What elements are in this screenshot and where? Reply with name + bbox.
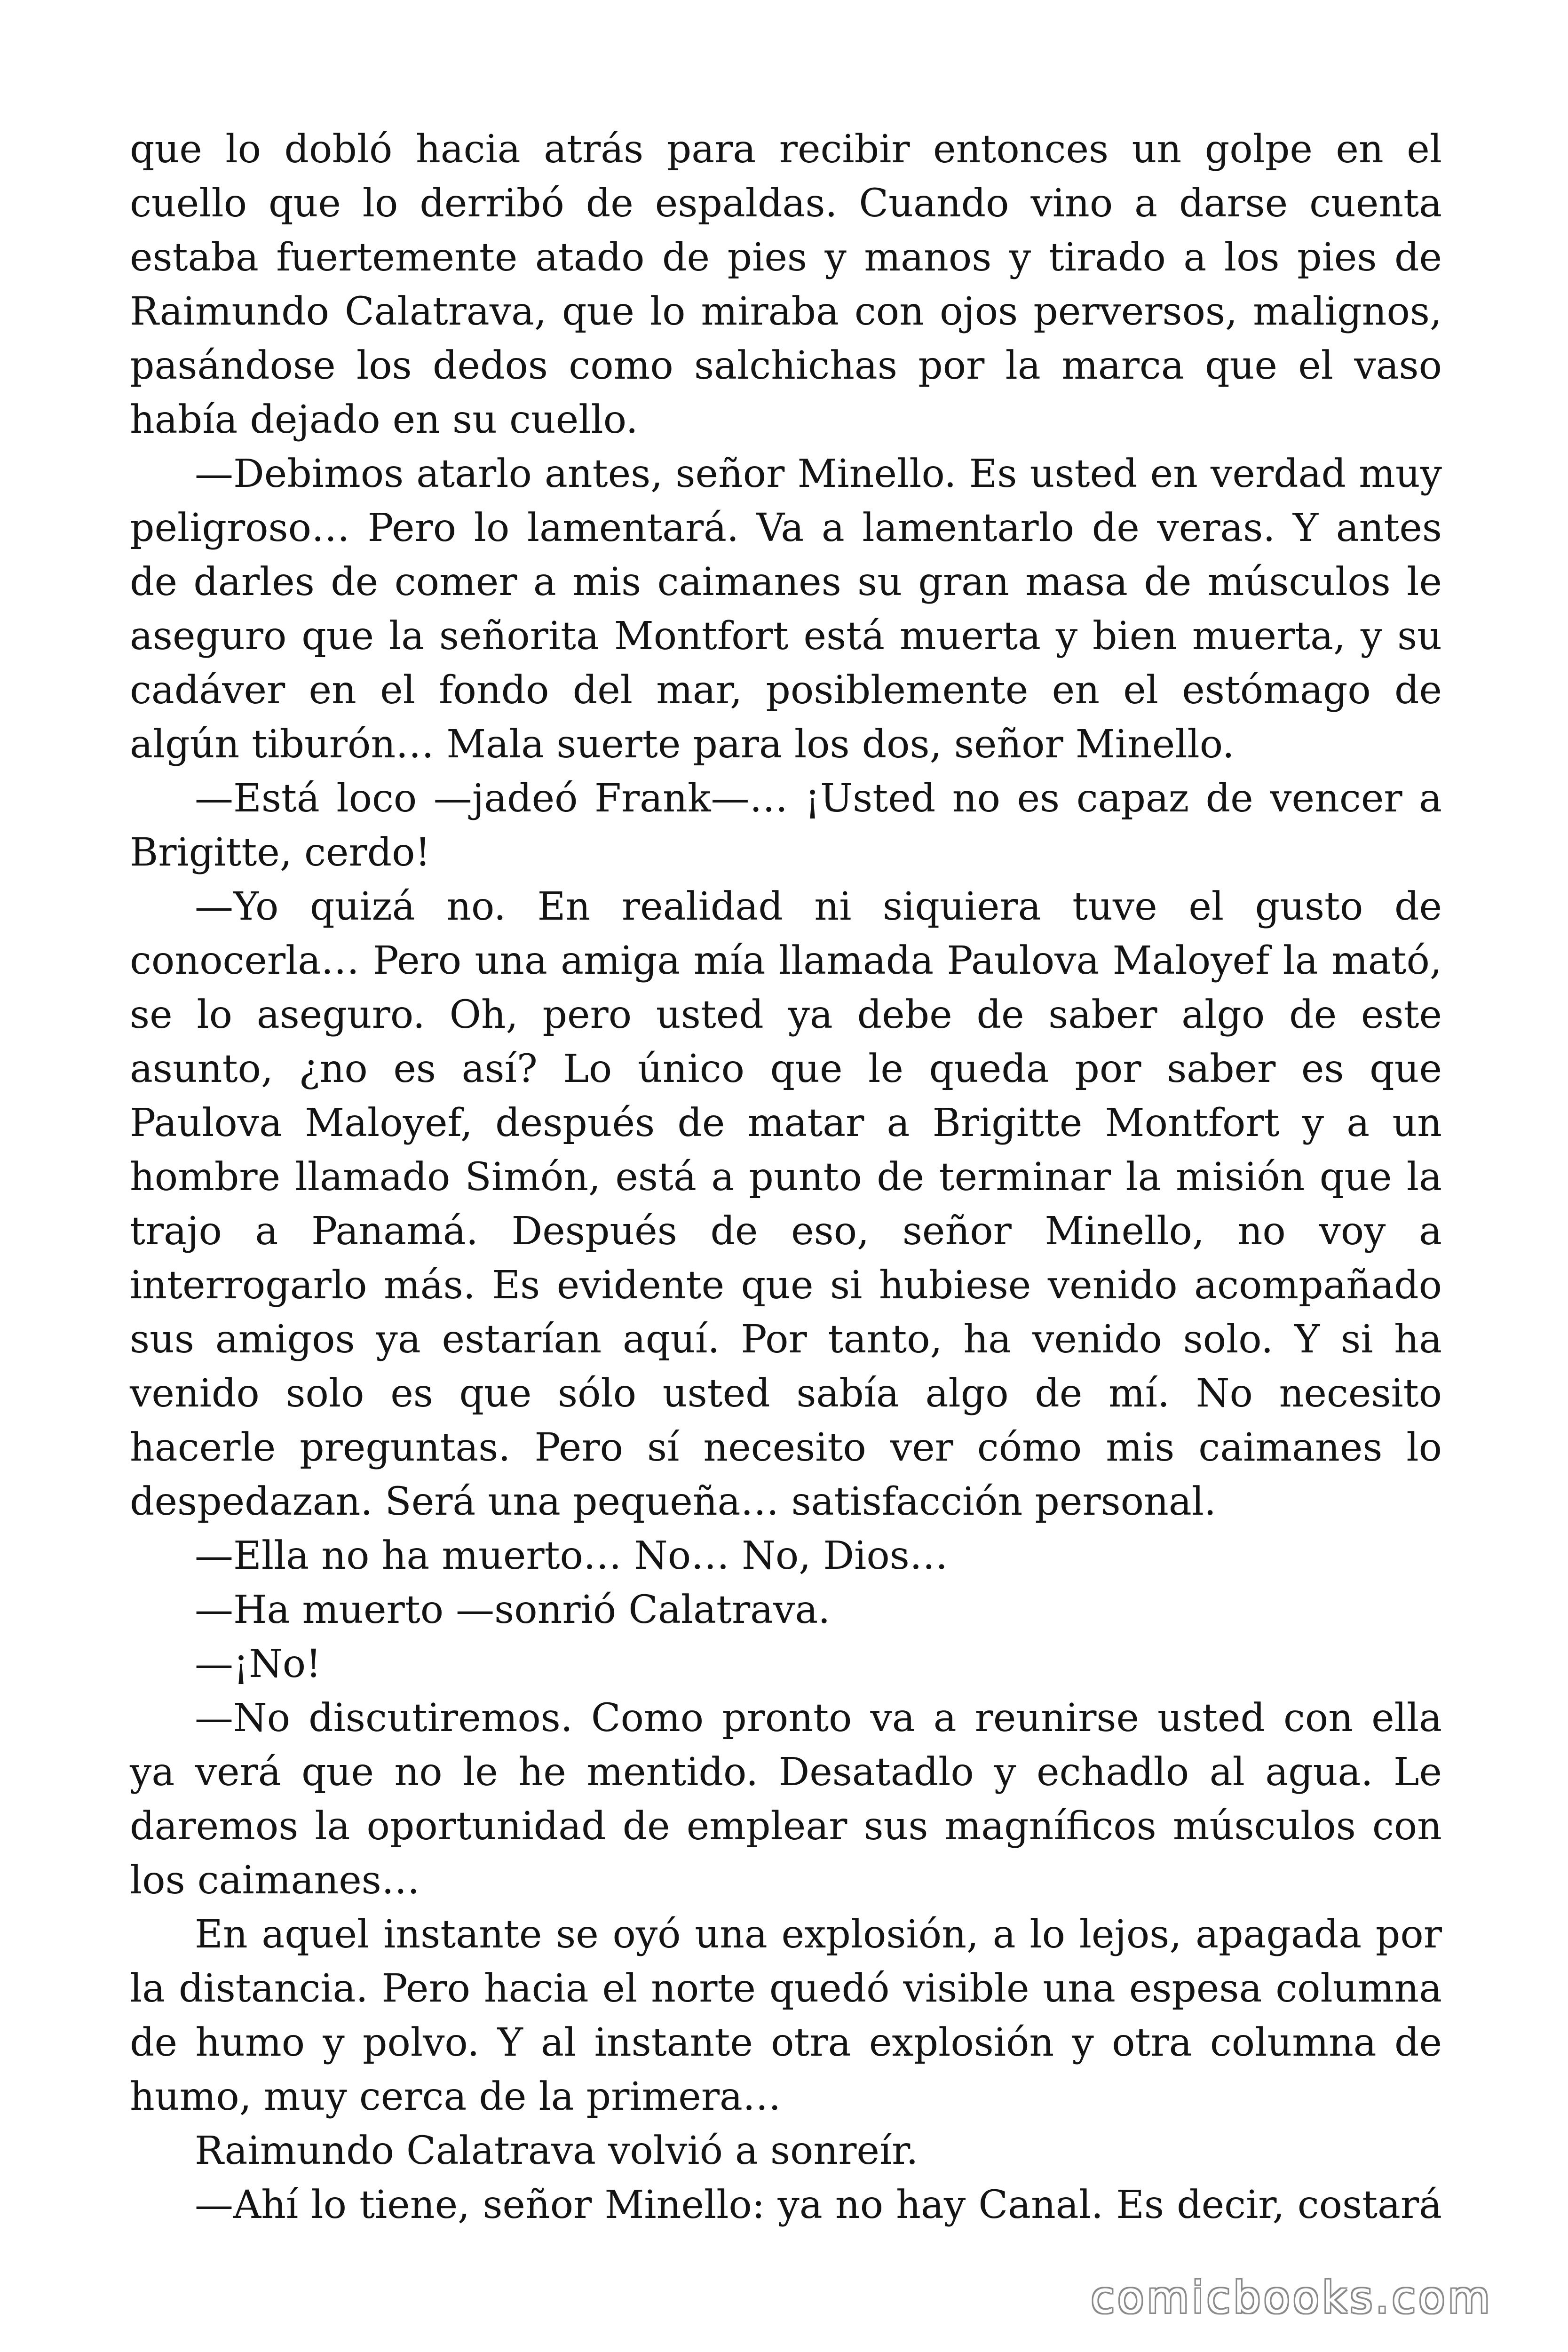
paragraph: —Yo quizá no. En realidad ni siquiera tuve el gusto de conocerla… Pero una amiga mía llamada Paulova Maloyef la mató, se lo aseguro. Oh, pero usted ya debe de saber algo de este asunto, ¿no es así? Lo único que le queda por saber es que Paulova Maloyef, después de matar a Brigitte Montfort y a un hombre llamado Simón, está a punto de terminar la misión que la trajo a Panamá. Después de eso, señor Minello, no voy a interrogarlo más. Es evidente que si hubiese venido acompañado sus amigos ya estarían aquí. Por tanto, ha venido solo. Y si ha venido solo es que sólo usted sabía algo de mí. No necesito hacerle preguntas. Pero sí necesito ver cómo mis caimanes lo despedazan. Será una pequeña… satisfacción personal.	[130, 884, 1442, 1524]
paragraph: En aquel instante se oyó una explosión, a lo lejos, apagada por la distancia. Pero hacia el norte quedó visible una espesa columna de humo y polvo. Y al instante otra explosión y otra columna de humo, muy cerca de la primera…	[130, 1912, 1442, 2119]
watermark: comicbooks.com	[1091, 2273, 1493, 2323]
paragraph: —No discutiremos. Como pronto va a reunirse usted con ella ya verá que no le he mentido. Desatadlo y echadlo al agua. Le daremos la oportunidad de emplear sus magníficos músculos con los caimanes…	[130, 1696, 1442, 1903]
paragraph-last-line: —Ahí lo tiene, señor Minello: ya no hay Canal. Es decir, costará	[195, 2183, 1442, 2227]
paragraph: que lo dobló hacia atrás para recibir entonces un golpe en el cuello que lo derribó de espaldas. Cuando vino a darse cuenta estaba fuertemente atado de pies y manos y tirado a los pies de Raimundo Calatrava, que lo miraba con ojos perversos, malignos, pasándose los dedos como salchichas por la marca que el vaso había dejado en su cuello.	[130, 127, 1442, 442]
paragraph: —Debimos atarlo antes, señor Minello. Es usted en verdad muy peligroso… Pero lo lamentará. Va a lamentarlo de veras. Y antes de darles de comer a mis caimanes su gran masa de músculos le aseguro que la señorita Montfort está muerta y bien muerta, y su cadáver en el fondo del mar, posiblemente en el estómago de algún tiburón… Mala suerte para los dos, señor Minello.	[130, 452, 1442, 767]
paragraph: —Ella no ha muerto… No… No, Dios…	[195, 1534, 948, 1578]
paragraph: Raimundo Calatrava volvió a sonreír.	[195, 2129, 919, 2173]
paragraph: —Ha muerto —sonrió Calatrava.	[195, 1588, 831, 1632]
page-body-text	[130, 122, 1442, 2232]
paragraph: —Está loco —jadeó Frank—… ¡Usted no es capaz de vencer a Brigitte, cerdo!	[130, 776, 1442, 875]
paragraph: —¡No!	[195, 1642, 322, 1686]
